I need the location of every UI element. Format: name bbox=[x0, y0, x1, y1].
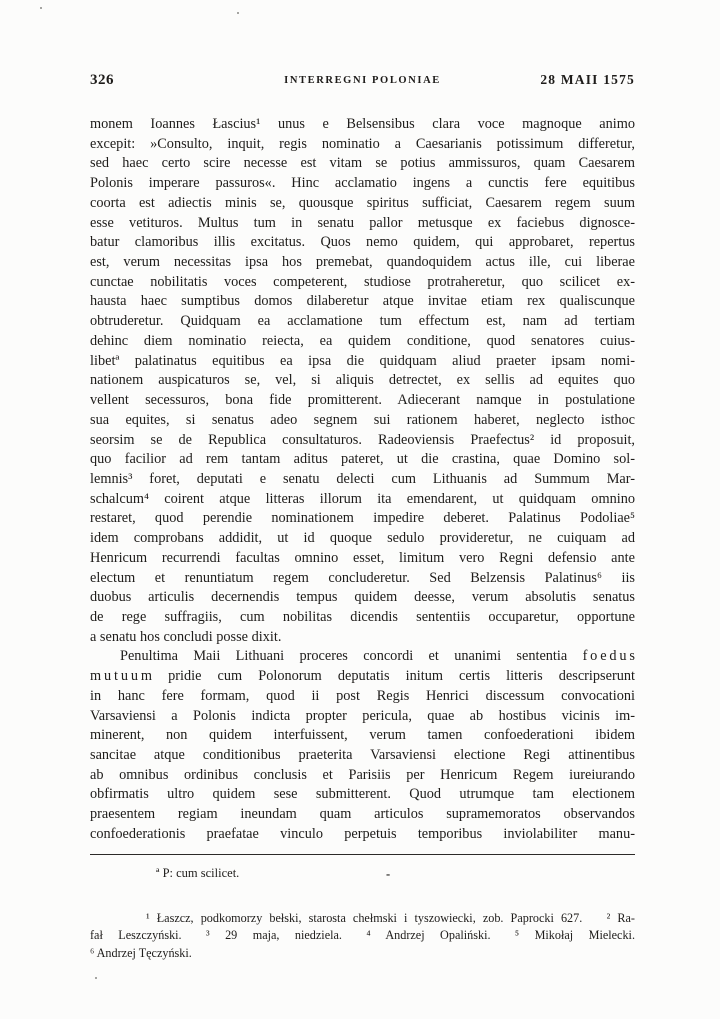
footnote-rule bbox=[90, 854, 635, 855]
text-line: libetª palatinatus equitibus ea ipsa die quidquam aliud praeter ipsam nomi- bbox=[90, 352, 635, 369]
text-line: monem Ioannes Łascius¹ unus e Belsensibus clara voce magnoque animo bbox=[90, 116, 635, 132]
footnote-line: ⁶ Andrzej Tęczyński. bbox=[90, 945, 192, 960]
page-header bbox=[90, 72, 635, 94]
text-line: in hanc fere formam, quod ii post Regis Henrici discessum convocationi bbox=[90, 687, 635, 704]
page-number: 326 bbox=[90, 72, 114, 88]
text-line: duobus articulis decernendis tempus quidem deesse, verum absolutis senatus bbox=[90, 589, 635, 606]
header-date: 28 MAII 1575 bbox=[540, 72, 635, 87]
scan-speck bbox=[95, 977, 97, 979]
paragraph bbox=[90, 647, 635, 844]
scan-speck bbox=[40, 7, 42, 9]
text-line: quo facilior ad rem tantam aditus pateret, ut die crastina, quae Domino sol- bbox=[90, 451, 635, 468]
text-line: a senatu hos concludi posse dixit. bbox=[90, 628, 282, 645]
text-line: dehinc diem nominatio reiecta, ea quidem conditione, quod senatores cuius- bbox=[90, 332, 635, 349]
paragraph bbox=[90, 115, 635, 647]
text-line: restaret, quod perendie nominationem impedire deberet. Palatinus Podoliae⁵ bbox=[90, 510, 635, 527]
text-line: electum et renuntiatum regem concluderetur. Sed Belzensis Palatinus⁶ iis bbox=[90, 569, 635, 586]
footnote-line: ¹ Łaszcz, podkomorzy bełski, starosta chełmski i tyszowiecki, zob. Paprocki 627. ² Ra- bbox=[146, 910, 635, 925]
text-line: confoederationis praefatae vinculo perpetuis temporibus inviolabiliter manu- bbox=[90, 825, 635, 842]
text-line: idem comprobans addidit, ut id quoque sedulo provideretur, ne cuiquam ad bbox=[90, 530, 635, 547]
main-text bbox=[90, 115, 635, 845]
text-line: Penultima Maii Lithuani proceres concordi et unanimi sententia f o e d u s bbox=[120, 648, 635, 665]
text-line: sua equites, si senatus adeo segnem sui rationem haberet, neglecto isthoc bbox=[90, 411, 635, 428]
separator-mark: - bbox=[386, 866, 391, 881]
text-line: cunctae nobilitatis voces competerent, studiose protraheretur, quo scilicet ex- bbox=[90, 273, 635, 290]
text-line: seorsim se de Republica consultaturos. Radeoviensis Praefectus² id proposuit, bbox=[90, 431, 635, 448]
text-line: de rege suffragiis, cum nobilitas dicendis sententiis occuparetur, opportune bbox=[90, 608, 635, 625]
text-line: minerent, non quidem interfuissent, verum tamen confoederationi ibidem bbox=[90, 727, 635, 744]
text-line: nationem auspicaturos se, vel, si aliquis detrectet, ex sellis ad equites quo bbox=[90, 372, 635, 389]
text-line: Polonis imperare passuros«. Hinc acclamatio ingens a cunctis fere equitibus bbox=[90, 175, 635, 192]
text-line: Varsaviensi a Polonis indicta propter pericula, quae ab hostibus vicinis im- bbox=[90, 707, 635, 724]
scan-speck bbox=[237, 12, 239, 14]
text-line: obtruderetur. Quidquam ea acclamatione tum effectum est, nam ad tertiam bbox=[90, 313, 635, 330]
running-title: INTERREGNI POLONIAE bbox=[284, 75, 441, 86]
footnotes bbox=[90, 910, 635, 963]
text-line: obfirmatis ultro quidem sese submitterent. Quod utrumque tam electionem bbox=[90, 786, 635, 803]
text-line: ab omnibus ordinibus conclusis et Parisiis per Henricum Regem iureiurando bbox=[90, 766, 635, 783]
text-line: m u t u u m pridie cum Polonorum deputatis initum certis litteris descripserunt bbox=[90, 668, 635, 685]
text-line: coorta est adiectis minis se, quousque spiritus sufficiat, Caesarem regem suum bbox=[90, 194, 635, 211]
text-line: lemnis³ foret, deputati e senatu delecti cum Lithuanis ad Summum Mar- bbox=[90, 470, 635, 487]
text-line: vellent secessuros, bona fide promitterent. Adiecerant namque in postulatione bbox=[90, 392, 635, 409]
apparatus-note: ª P: cum scilicet. bbox=[156, 865, 240, 880]
text-line: sed haec certo scire necesse est vitam se potius ammissuros, quam Caesarem bbox=[90, 155, 635, 172]
text-line: sancitae atque conditionibus praeterita Varsaviensi electione Regi attinentibus bbox=[90, 747, 635, 763]
footnote-line: fał Leszczyński. ³ 29 maja, niedziela. ⁴ Andrzej Opaliński. ⁵ Mikołaj Mielecki. bbox=[90, 928, 635, 943]
text-line: hausta haec sumptibus domos dilaberetur atque invitae etiam rex qualiscunque bbox=[90, 293, 635, 310]
text-line: est, verum necessitas ipsa hos premebat, quandoquidem actus ille, cui liberae bbox=[90, 254, 635, 271]
text-line: schalcum⁴ coirent atque litteras illorum ita emendarent, ut quidquam omnino bbox=[90, 490, 635, 507]
apparatus-line bbox=[90, 866, 635, 883]
text-line: esse vetituros. Multus tum in senatu pallor metusque ex faciebus dignosce- bbox=[90, 214, 635, 231]
text-line: praesentem regiam ineundam quam articulos supramemoratos observandos bbox=[90, 806, 635, 823]
text-line: excepit: »Consulto, inquit, regis nominatio a Caesarianis potissimum differetur, bbox=[90, 135, 635, 152]
text-line: batur clamoribus illis excitatus. Quos nemo quidem, qui approbaret, repertus bbox=[90, 234, 635, 251]
text-line: Henricum recurrendi facultas omnino esset, limitum vero Regni defensio ante bbox=[90, 549, 635, 566]
